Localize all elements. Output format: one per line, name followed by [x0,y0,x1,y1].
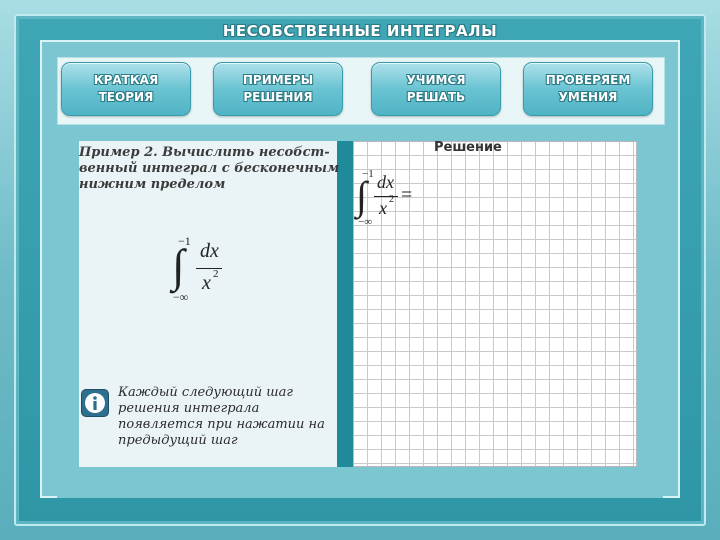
page-title: НЕСОБСТВЕННЫЕ ИНТЕГРАЛЫ [222,22,498,40]
solution-lower-limit: −∞ [358,216,373,228]
integral-upper-limit: −1 [178,234,191,248]
fraction-denominator: x [202,272,211,294]
fraction-numerator: dx [200,240,219,262]
nav-button-examples[interactable]: ПРИМЕРЫ РЕШЕНИЯ [213,62,343,116]
solution-grid [353,141,637,467]
solution-exponent: 2 [389,194,394,205]
solution-numerator: dx [377,172,394,192]
info-icon[interactable] [82,390,108,416]
solution-integral-sign: ∫ [356,173,367,218]
integral-lower-limit: −∞ [173,290,189,304]
example-statement: Пример 2. Вычислить несобст- венный интеграл с бесконечным нижним пределом [79,145,340,192]
fraction-exponent: 2 [213,268,219,280]
nav-button-learn[interactable]: УЧИМСЯ РЕШАТЬ [371,62,501,116]
info-text: Каждый следующий шаг решения интеграла появляется при нажатии на предыдущий шаг [118,385,325,448]
solution-fraction-bar [374,196,398,197]
solution-denominator: x [379,198,387,218]
solution-label: Решение [434,140,502,155]
nav-button-check[interactable]: ПРОВЕРЯЕМ УМЕНИЯ [523,62,653,116]
solution-equals: = [401,184,413,206]
nav-button-theory[interactable]: КРАТКАЯ ТЕОРИЯ [61,62,191,116]
solution-upper-limit: −1 [362,168,374,180]
integral-sign: ∫ [172,240,185,291]
